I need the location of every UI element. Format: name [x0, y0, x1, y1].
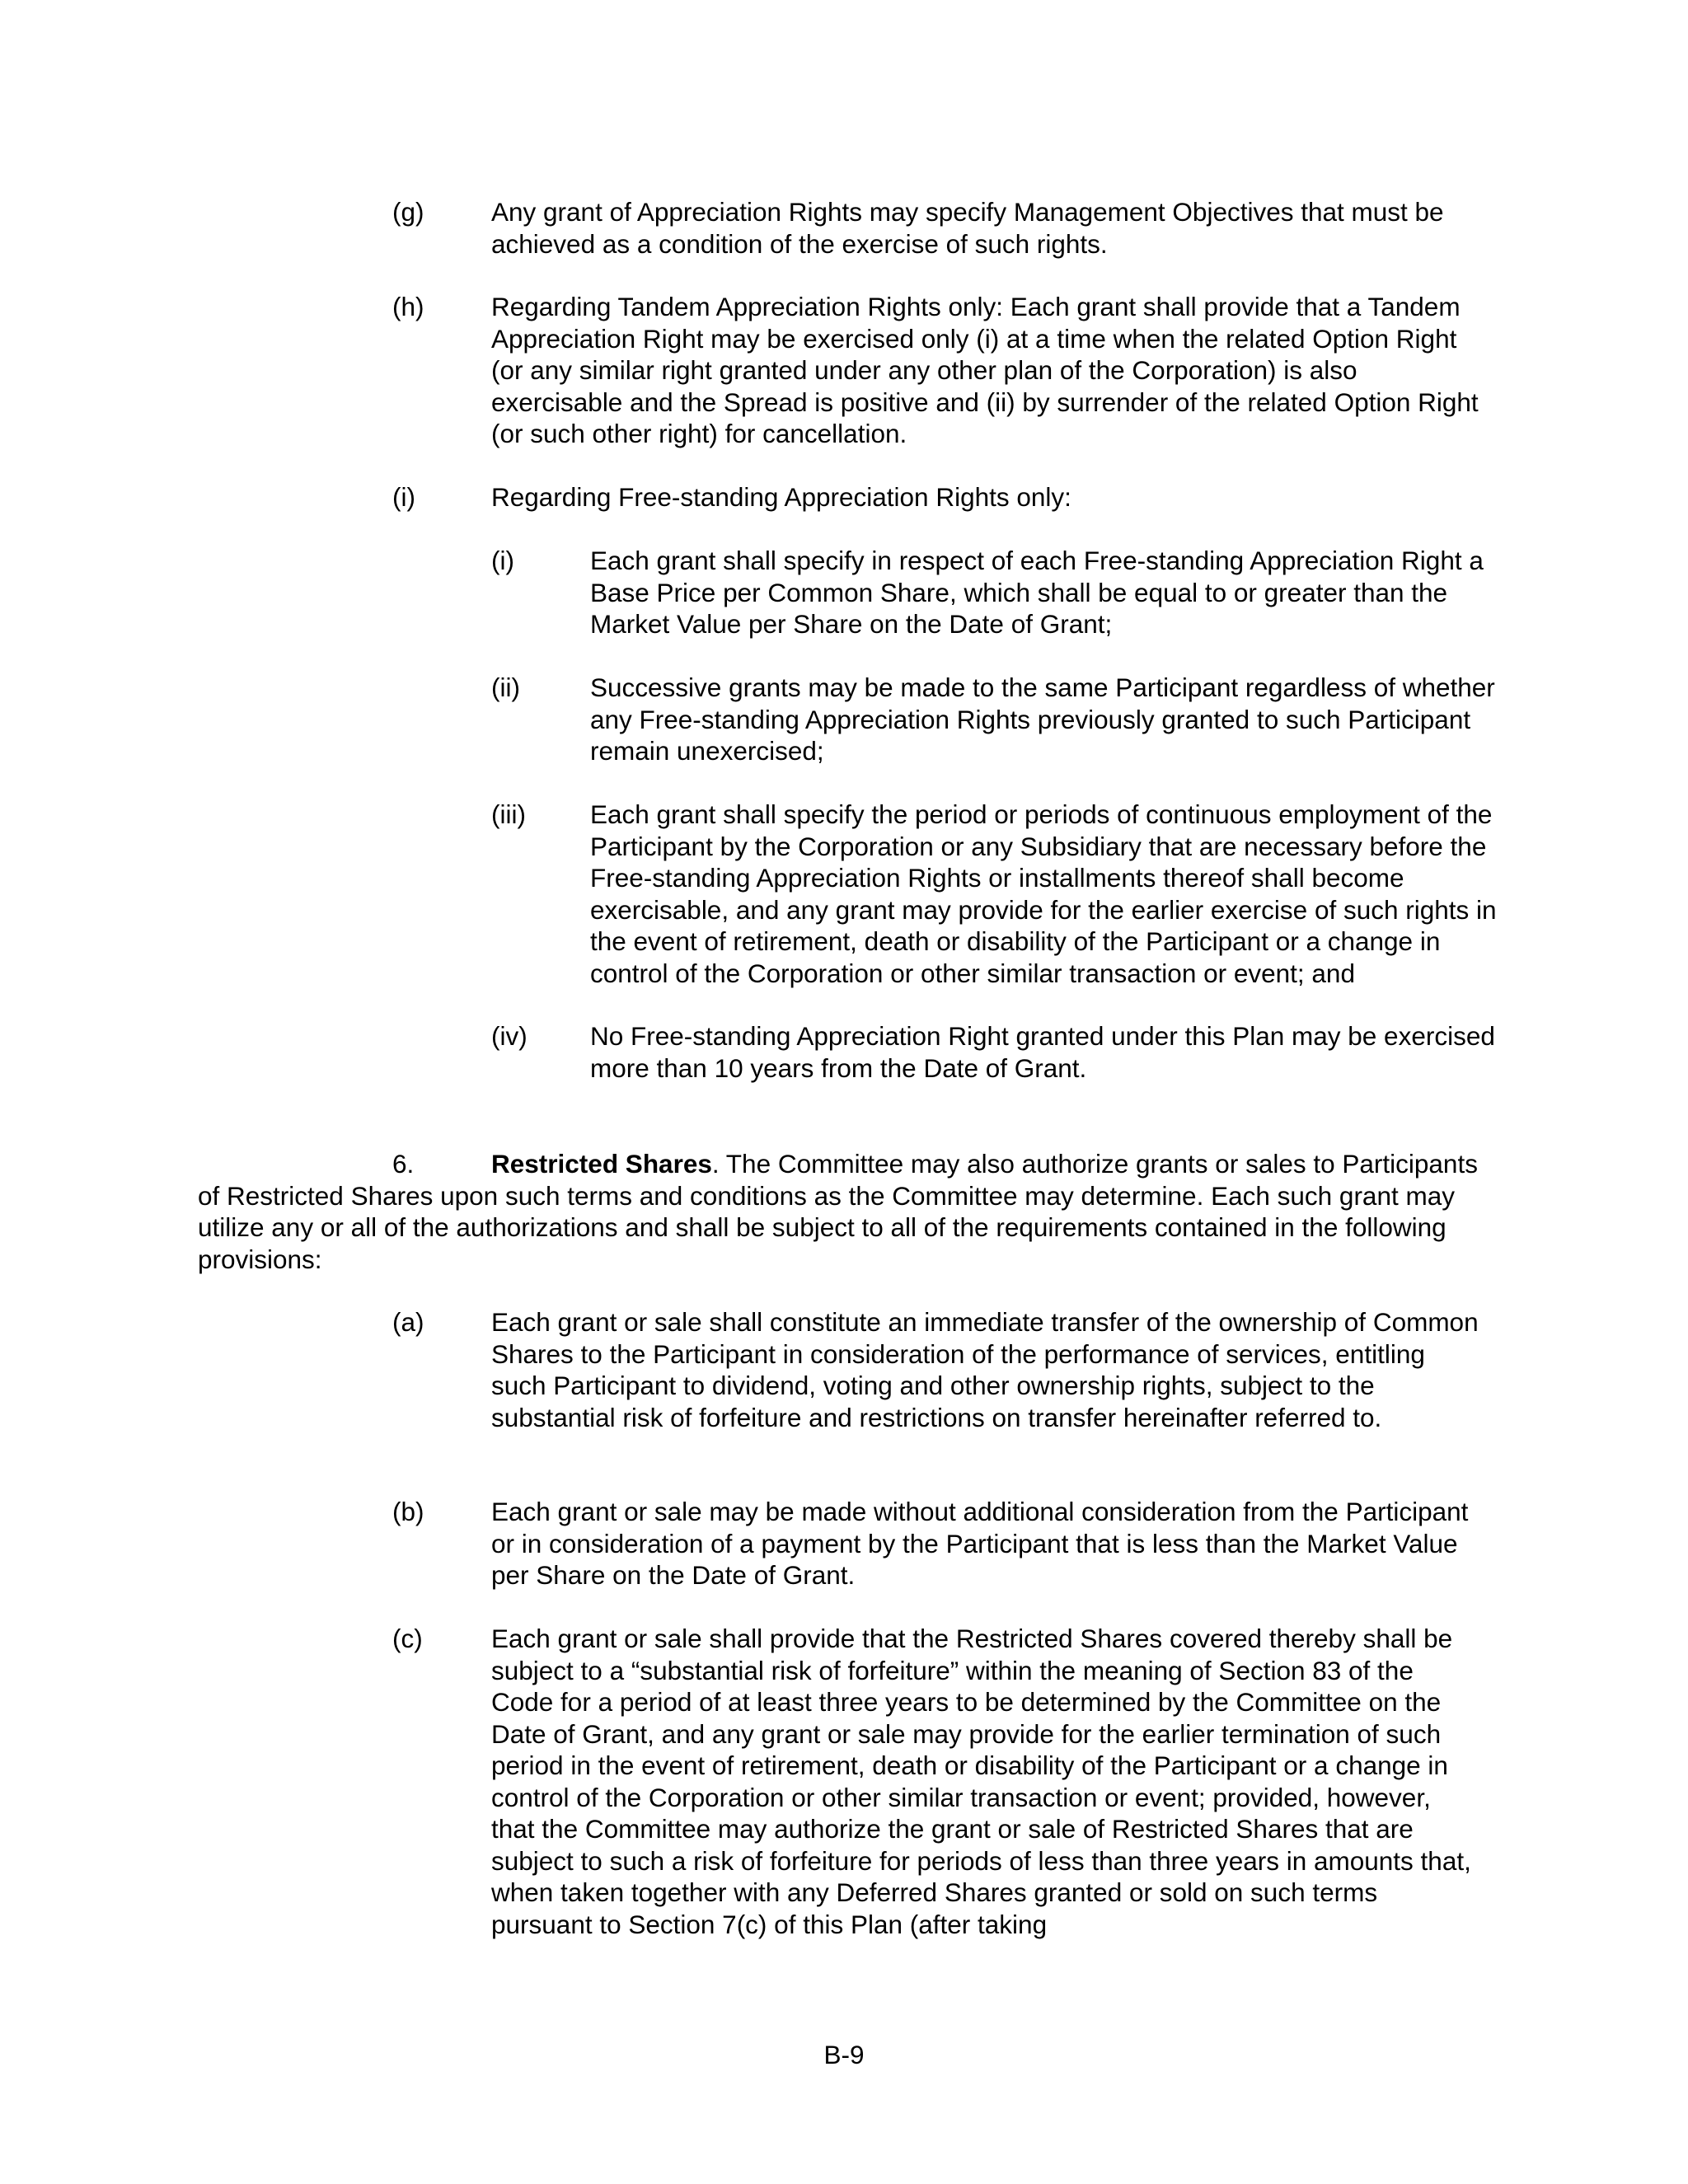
sub-item-label: (i) — [491, 546, 514, 575]
item-label: (c) — [392, 1624, 423, 1653]
page-number: B-9 — [823, 2040, 865, 2069]
item-label: (g) — [392, 197, 424, 227]
section-number: 6. — [392, 1149, 415, 1179]
section-body: . The Committee may also authorize grants or sales to Participants of Restricted Shares upon such terms and conditions as the Committee may determine. Each such grant may utilize any or all of the authorizations and shall be subject to all of the requirements contained in the following provisions: — [198, 1149, 1478, 1274]
item-text: Each grant or sale may be made without additional consideration from the Participant or in consideration of a payment by the Participant that is less than the Market Value per Share on the Date of Grant. — [491, 1497, 1469, 1590]
item-text: Regarding Tandem Appreciation Rights only: Each grant shall provide that a Tandem Appreciation Right may be exercised only (i) at a time when the related Option Right (or any similar right granted under any other plan of the Corporation) is also exercisable and the Spread is positive and (ii) by surrender of the related Option Right (or such other right) for cancellation. — [491, 292, 1479, 448]
item-label: (a) — [392, 1307, 424, 1337]
item-label: (h) — [392, 292, 424, 321]
sub-item-label: (ii) — [491, 673, 520, 702]
sub-item-label: (iv) — [491, 1021, 528, 1051]
section-title: Restricted Shares — [491, 1149, 712, 1179]
sub-item-text: Each grant shall specify in respect of each Free-standing Appreciation Right a Base Price per Common Share, which shall be equal to or greater than the Market Value per Share on the Date of Grant; — [590, 546, 1484, 639]
sub-item-text: Each grant shall specify the period or periods of continuous employment of the Participant by the Corporation or any Subsidiary that are necessary before the Free-standing Appreciation Rights or installments thereof shall become exercisable, and any grant may provide for the earlier exercise of such rights in the event of retirement, death or disability of the Participant or a change in control of the Corporation or other similar transaction or event; and — [590, 799, 1497, 988]
sub-item-text: Successive grants may be made to the same Participant regardless of whether any Free-standing Appreciation Rights previously granted to such Participant remain unexercised; — [590, 673, 1495, 766]
item-text: Regarding Free-standing Appreciation Rights only: — [491, 482, 1071, 512]
section-6-paragraph — [198, 1148, 1500, 1275]
sub-item-label: (iii) — [491, 799, 526, 829]
item-text: Any grant of Appreciation Rights may specify Management Objectives that must be achieved as a condition of the exercise of such rights. — [491, 197, 1444, 259]
item-text: Each grant or sale shall constitute an immediate transfer of the ownership of Common Shares to the Participant in consideration of the performance of services, entitling such Participant to dividend, voting and other ownership rights, subject to the substantial risk of forfeiture and restrictions on transfer hereinafter referred to. — [491, 1307, 1479, 1432]
item-label: (b) — [392, 1497, 424, 1526]
sub-item-text: No Free-standing Appreciation Right granted under this Plan may be exercised more than 10 years from the Date of Grant. — [590, 1021, 1495, 1083]
item-label: (i) — [392, 482, 415, 512]
item-text: Each grant or sale shall provide that the Restricted Shares covered thereby shall be subject to a “substantial risk of forfeiture” within the meaning of Section 83 of the Code for a period of at least three years to be determined by the Committee on the Date of Grant, and any grant or sale may provide for the earlier termination of such period in the event of retirement, death or disability of the Participant or a change in control of the Corporation or other similar transaction or event; provided, however, that the Committee may authorize the grant or sale of Restricted Shares that are subject to such a risk of forfeiture for periods of less than three years in amounts that, when taken together with any Deferred Shares granted or sold on such terms pursuant to Section 7(c) of this Plan (after taking — [491, 1624, 1471, 1939]
